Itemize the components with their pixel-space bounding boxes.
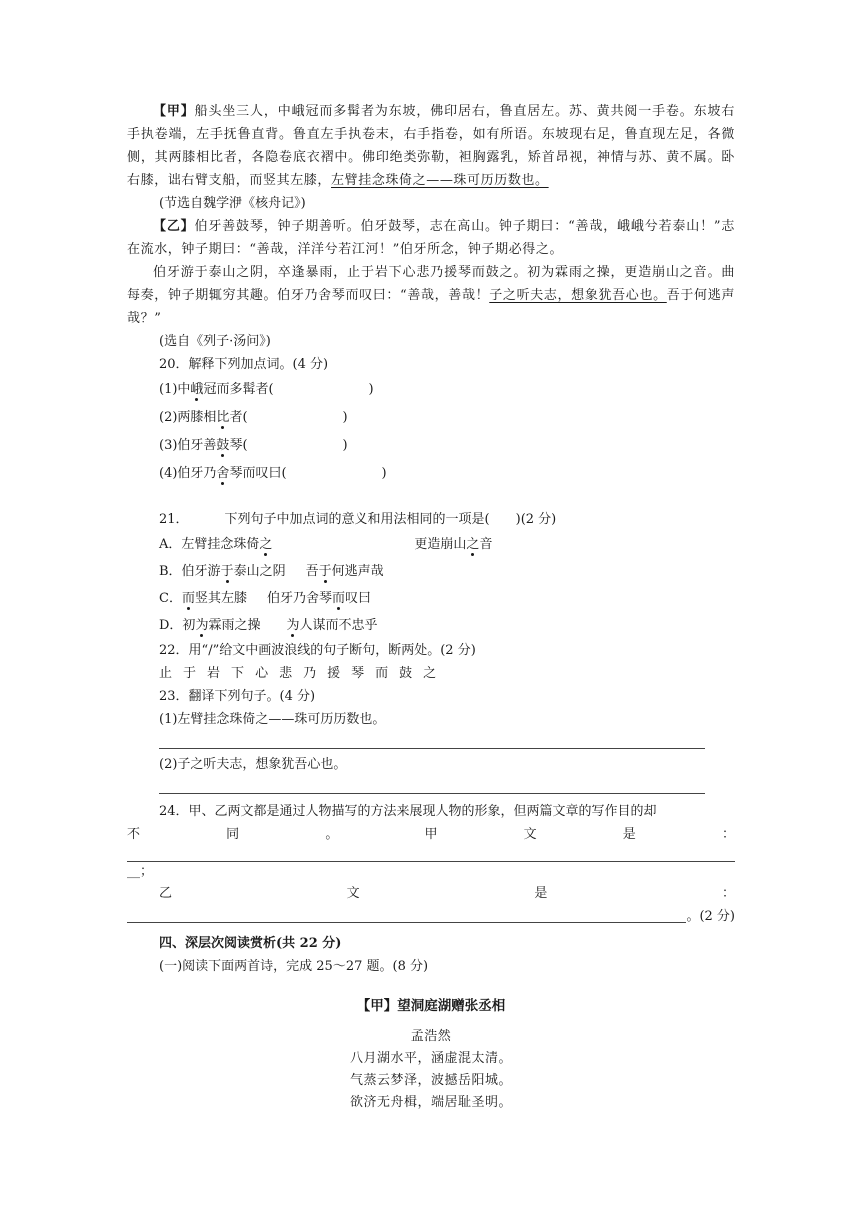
q24-line2-char: 不 [127, 827, 141, 842]
q22-char: 止 [159, 666, 173, 681]
passage-yi-p2 [127, 261, 735, 330]
q24-line2-char: 同 [226, 827, 240, 842]
q22-char: 悲 [279, 666, 293, 681]
q21-option-c: C．而竖其左膝 伯牙乃舍琴而叹曰 [159, 591, 372, 606]
q22-sentence [127, 662, 735, 685]
passage-jia [127, 100, 735, 192]
q20-item-1: (1)中峨冠而多髯者( ) [159, 382, 374, 397]
poem-author: 孟浩然 [410, 1029, 452, 1044]
passage-yi-underlined: 子之听夫志，想象犹吾心也。 [489, 288, 667, 303]
q23-answer-line-2[interactable] [159, 793, 705, 794]
q24-stem-line2 [127, 823, 735, 846]
q24-jia-end: __； [127, 864, 154, 879]
q20-stem: 20．解释下列加点词。(4 分) [159, 357, 329, 372]
q22-char: 琴 [351, 666, 365, 681]
passage-yi-p1 [127, 215, 735, 261]
q24-line3-char: ： [721, 886, 735, 901]
q20-item-4: (4)伯牙乃舍琴而叹曰( ) [159, 466, 387, 481]
passage-jia-source: (节选自魏学洢《核舟记》) [159, 196, 306, 211]
section-4-title: 四、深层次阅读赏析(共 22 分) [159, 936, 342, 951]
q24-stem-line1: 24．甲、乙两文都是通过人物描写的方法来展现人物的形象，但两篇文章的写作目的却 [159, 804, 657, 819]
q24-line2-char: ： [721, 827, 735, 842]
q21-option-b: B．伯牙游于泰山之阴 吾于何逃声哉 [159, 564, 384, 579]
poem-title: 【甲】望洞庭湖赠张丞相 [356, 998, 506, 1014]
q21-option-d: D．初为霖雨之操 为人谋而不忠乎 [159, 618, 378, 633]
passage-yi-p1-text: 伯牙善鼓琴，钟子期善听。伯牙鼓琴，志在高山。钟子期曰：“善哉，峨峨兮若泰山！”志在流水，钟子期曰：“善哉，洋洋兮若江河！”伯牙所念，钟子期必得之。 [127, 219, 735, 257]
q22-char: 之 [423, 666, 437, 681]
q24-line3-char: 乙 [159, 886, 173, 901]
q24-line2-char: 文 [523, 827, 537, 842]
poem-line-1: 八月湖水平，涵虚混太清。 [349, 1051, 512, 1066]
q23-sentence-2: (2)子之听夫志，想象犹吾心也。 [159, 757, 347, 772]
q22-char: 乃 [303, 666, 317, 681]
q24-yi-answer-row [127, 905, 735, 928]
content-column [127, 100, 735, 1114]
passage-yi-p2-end: 吾于何逃声哉？” [127, 288, 735, 326]
q24-line2-char: 甲 [424, 827, 438, 842]
q22-char: 下 [231, 666, 245, 681]
q22-char: 援 [327, 666, 341, 681]
q23-answer-line-1[interactable] [159, 748, 705, 749]
q20-item-3: (3)伯牙善鼓琴( ) [159, 438, 348, 453]
q24-yi-line [127, 882, 735, 905]
q24-line2-char: 是 [622, 827, 636, 842]
passage-jia-tag: 【甲】 [153, 104, 195, 119]
poem-line-3: 欲济无舟楫，端居耻圣明。 [349, 1095, 512, 1110]
q21-option-a: A．左臂挂念珠倚之 更造崩山之音 [159, 537, 493, 552]
q24-yi-end: 。(2 分) [686, 909, 735, 924]
q22-char: 而 [375, 666, 389, 681]
q21-stem: 21． 下列句子中加点词的意义和用法相同的一项是( )(2 分) [159, 512, 557, 527]
passage-jia-text: 船头坐三人，中峨冠而多髯者为东坡，佛印居右，鲁直居左。苏、黄共阅一手卷。东坡右手执卷端，左手抚鲁直背。鲁直左手执卷末，右手指卷，如有所语。东坡现右足，鲁直现左足，各微侧，其两膝相比者，各隐卷底衣褶中。佛印绝类弥勒，袒胸露乳，矫首昂视，神情与苏、黄不属。卧右膝，诎右臂支船，而竖其左膝， [127, 104, 735, 188]
section-4-instruction: (一)阅读下面两首诗，完成 25～27 题。(8 分) [159, 959, 429, 974]
q20-item-2: (2)两膝相比者( ) [159, 410, 348, 425]
q22-char: 岩 [207, 666, 221, 681]
q23-sentence-1: (1)左臂挂念珠倚之——珠可历历数也。 [159, 712, 386, 727]
q22-stem: 22．用“/”给文中画波浪线的句子断句，断两处。(2 分) [159, 643, 476, 658]
poem-line-2: 气蒸云梦泽，波撼岳阳城。 [349, 1073, 512, 1088]
q24-line3-char: 是 [534, 886, 548, 901]
q24-line3-char: 文 [346, 886, 360, 901]
passage-yi-source: (选自《列子·汤问》) [159, 334, 271, 349]
q22-char: 心 [255, 666, 269, 681]
q24-line2-char: 。 [325, 827, 339, 842]
passage-yi-p2-text: 伯牙游于泰山之阴，卒逢暴雨，止于岩下心悲乃援琴而鼓之。初为霖雨之操，更造崩山之音。曲每奏，钟子期辄穷其趣。伯牙乃舍琴而叹曰：“善哉，善哉！ [127, 265, 735, 303]
q22-char: 于 [183, 666, 197, 681]
q23-stem: 23．翻译下列句子。(4 分) [159, 689, 316, 704]
passage-jia-underlined: 左臂挂念珠倚之——珠可历历数也。 [331, 173, 549, 188]
q22-char: 鼓 [399, 666, 413, 681]
passage-yi-tag: 【乙】 [153, 219, 195, 234]
q24-answer-line-yi[interactable] [127, 922, 686, 923]
